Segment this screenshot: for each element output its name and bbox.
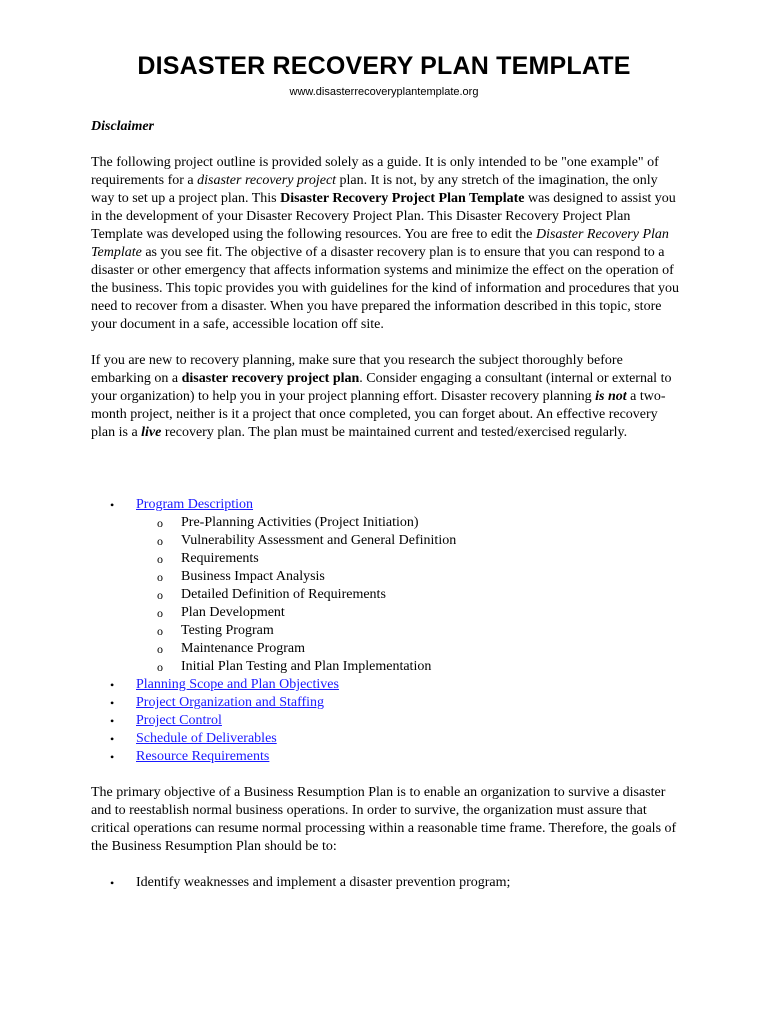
p1-run: disaster recovery project <box>197 173 337 188</box>
outline-subitem-label: Vulnerability Assessment and General Definition <box>181 533 457 548</box>
outline-subitem <box>91 532 681 550</box>
bullet-icon: • <box>110 732 115 746</box>
outline-link[interactable]: Planning Scope and Plan Objectives <box>136 677 339 692</box>
bullet-icon: • <box>110 678 115 692</box>
bullet-icon: • <box>110 498 115 512</box>
p2-run: . Consider engaging a consultant (internal or external to your organization) to help you in your project planning effort. Disaster recovery planning <box>91 371 672 404</box>
circle-bullet-icon: o <box>157 552 163 566</box>
p2-run: a two-month project, neither is it a project that once completed, you can forget about. An effective recovery plan is a <box>91 389 666 440</box>
p2-run: is not <box>595 389 627 404</box>
goals-list <box>91 874 681 892</box>
document-body <box>91 118 681 892</box>
circle-bullet-icon: o <box>157 624 163 638</box>
p2-run: recovery plan. The plan must be maintained current and tested/exercised regularly. <box>161 425 628 440</box>
circle-bullet-icon: o <box>157 660 163 674</box>
p1-run: The following project outline is provided solely as a guide. It is only intended to be "one example" of requirements for a <box>91 155 659 188</box>
goal-item <box>91 874 681 892</box>
circle-bullet-icon: o <box>157 534 163 548</box>
p2-run: disaster recovery project plan <box>181 371 360 386</box>
outline-subitem-label: Business Impact Analysis <box>181 569 325 584</box>
outline-subitem-label: Detailed Definition of Requirements <box>181 587 386 602</box>
outline-subitem-label: Maintenance Program <box>181 641 306 656</box>
outline-link[interactable]: Schedule of Deliverables <box>136 731 277 746</box>
outline-sublist <box>136 514 681 676</box>
planning-paragraph <box>91 352 681 442</box>
outline-item <box>91 748 681 766</box>
objective-paragraph: The primary objective of a Business Resumption Plan is to enable an organization to survive a disaster and to reestablish normal business operations. In order to survive, the organization must assure that critical operations can resume normal processing within a reasonable time frame. Therefore, the goals of the Business Resumption Plan should be to: <box>91 785 677 854</box>
circle-bullet-icon: o <box>157 570 163 584</box>
outline-subitem <box>91 568 681 586</box>
outline-subitem-label: Testing Program <box>181 623 274 638</box>
website-url: www.disasterrecoveryplantemplate.org <box>289 86 479 98</box>
outline-item <box>91 730 681 748</box>
outline-subitem <box>91 604 681 622</box>
bullet-icon: • <box>110 876 115 890</box>
p1-run: plan. It is not, by any stretch of the imagination, the only way to set up a project plan. This <box>91 173 658 206</box>
outline-subitem <box>91 514 681 532</box>
outline-subitem-label: Plan Development <box>181 605 285 620</box>
outline-subitem <box>91 658 681 676</box>
spacer <box>91 460 681 496</box>
circle-bullet-icon: o <box>157 516 163 530</box>
outline-subitem <box>91 640 681 658</box>
p1-run: Disaster Recovery Project Plan Template <box>280 191 525 206</box>
bullet-icon: • <box>110 714 115 728</box>
outline-link[interactable]: Project Organization and Staffing <box>136 695 325 710</box>
bullet-icon: • <box>110 750 115 764</box>
intro-paragraph <box>91 154 681 334</box>
outline-list <box>91 496 681 766</box>
outline-subitem <box>91 586 681 604</box>
outline-subitem-label: Requirements <box>181 551 259 566</box>
circle-bullet-icon: o <box>157 606 163 620</box>
outline-subitem <box>91 622 681 640</box>
circle-bullet-icon: o <box>157 642 163 656</box>
bullet-icon: • <box>110 696 115 710</box>
circle-bullet-icon: o <box>157 588 163 602</box>
document-title: DISASTER RECOVERY PLAN TEMPLATE <box>137 52 631 80</box>
outline-item <box>91 676 681 694</box>
outline-subitem <box>91 550 681 568</box>
goal-label: Identify weaknesses and implement a disaster prevention program; <box>136 875 511 890</box>
outline-subitem-label: Pre-Planning Activities (Project Initiation) <box>181 515 419 530</box>
disclaimer-heading: Disclaimer <box>91 119 154 134</box>
outline-link[interactable]: Project Control <box>136 713 222 728</box>
outline-subitem-label: Initial Plan Testing and Plan Implementation <box>181 659 432 674</box>
outline-item <box>91 694 681 712</box>
p1-run: as you see fit. The objective of a disaster recovery plan is to ensure that you can respond to a disaster or other emergency that affects information systems and minimize the effect on the operation of the business. This topic provides you with guidelines for the kind of information and procedures that you need to recover from a disaster. When you have prepared the information described in this topic, store your document in a safe, accessible location off site. <box>91 245 680 332</box>
outline-item <box>91 496 681 676</box>
p2-run: live <box>141 425 162 440</box>
p1-run: was designed to assist you in the development of your Disaster Recovery Project Plan. This Disaster Recovery Project Plan Template was developed using the following resources. You are free to edit the <box>91 191 676 242</box>
outline-link[interactable]: Program Description <box>136 497 254 512</box>
p1-run: Disaster Recovery Plan Template <box>91 227 669 260</box>
outline-link[interactable]: Resource Requirements <box>136 749 270 764</box>
outline-item <box>91 712 681 730</box>
p2-run: If you are new to recovery planning, make sure that you research the subject thoroughly before embarking on a <box>91 353 623 386</box>
